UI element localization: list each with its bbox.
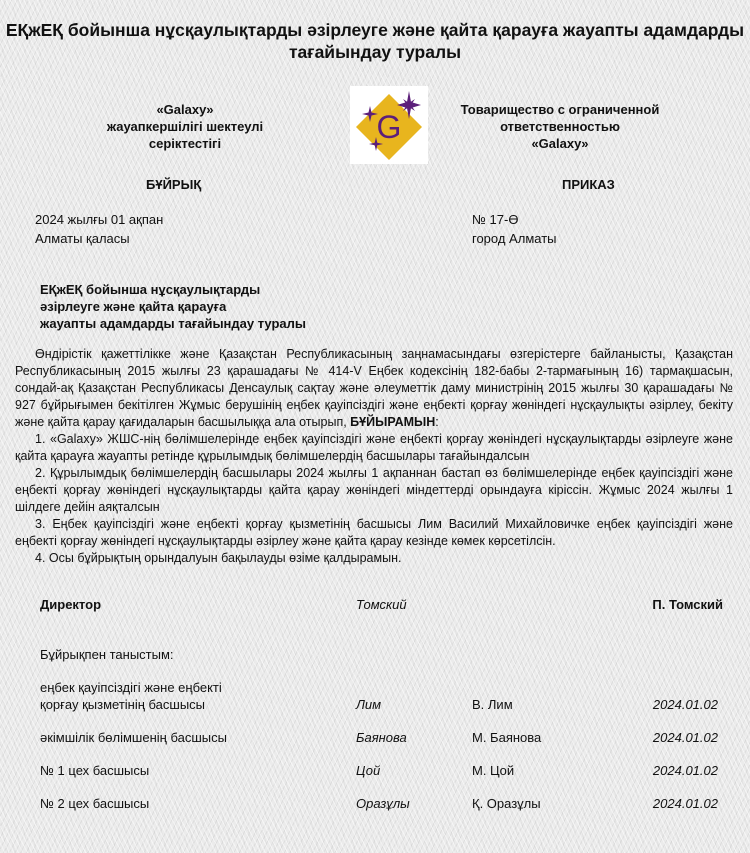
order-word: БҰЙЫРАМЫН	[350, 415, 436, 429]
order-date: 2024 жылғы 01 ақпан	[35, 212, 164, 227]
document-title-line2: тағайындау туралы	[288, 42, 462, 62]
subject-line3: жауапты адамдарды тағайындау туралы	[40, 316, 307, 331]
org-kz-line1: «Galaxy»	[156, 102, 214, 117]
ack-position: № 2 цех басшысы	[40, 796, 150, 811]
subject-line2: әзірлеуге және қайта қарауға	[40, 299, 227, 314]
ack-date: 2024.01.02	[652, 730, 718, 745]
doc-type-kz: БҰЙРЫҚ	[146, 177, 202, 192]
order-city-kz: Алматы қаласы	[35, 231, 130, 246]
ack-position: әкімшілік бөлімшенің басшысы	[40, 730, 227, 745]
ack-position	[40, 679, 222, 713]
order-item-3: 3. Еңбек қауіпсіздігі және еңбекті қорғау қызметінің басшысы Лим Василий Михайловичке еңбек қауіпсіздігі және еңбекті қорғау жөніндегі нұсқаулықтарды әзірлеу және қайта қарау кезінде көмек көрсетілсін.	[15, 517, 733, 548]
ack-date: 2024.01.02	[652, 697, 718, 712]
ack-position-line1: еңбек қауіпсіздігі және еңбекті	[40, 680, 222, 695]
galaxy-logo-icon	[350, 86, 428, 164]
ack-row	[0, 679, 750, 715]
ack-signature: Цой	[356, 763, 381, 778]
organization-name-ru	[460, 101, 660, 152]
preamble-text: Өндірістік қажеттілікке және Қазақстан Республикасының заңнамасындағы өзгерістерге байланысты, Қазақстан Республикасының 2015 жылғы 23 қарашадағы № 414-V Еңбек кодексінің 182-бабы 2-тармағының 16) тармақшасын, сондай-ақ Қазақстан Республикасы Денсаулық сақтау және әлеуметтік даму министрінің 2015 жылғы 30 қарашадағы № 927 бұйрығымен бекітілген Жұмыс берушінің еңбек қауіпсіздігі және еңбекті қорғау жөніндегі нұсқаулықты әзірлеу, бекіту және қайта қарау қағидаларын басшылыққа ала отырып,	[15, 347, 733, 429]
org-kz-line3: серіктестігі	[148, 136, 222, 151]
preamble-paragraph	[15, 346, 733, 431]
ack-row	[0, 729, 750, 747]
order-city-ru: город Алматы	[472, 231, 557, 246]
ack-date: 2024.01.02	[652, 796, 718, 811]
director-name: П. Томский	[652, 597, 723, 612]
ack-signature: Баянова	[356, 730, 407, 745]
ack-row	[0, 762, 750, 780]
ack-position-line2: қорғау қызметінің басшысы	[40, 697, 206, 712]
ack-position: № 1 цех басшысы	[40, 763, 150, 778]
ack-date: 2024.01.02	[652, 763, 718, 778]
order-item-4: 4. Осы бұйрықтың орындалуын бақылауды өзіме қалдырамын.	[35, 551, 402, 565]
order-meta-ru	[472, 210, 557, 248]
order-colon: :	[435, 415, 439, 429]
director-signature: Томский	[356, 597, 407, 612]
organization-name-kz	[85, 101, 285, 152]
org-ru-line3: «Galaxy»	[531, 136, 589, 151]
subject-line1: ЕҚжЕҚ бойынша нұсқаулықтарды	[40, 282, 261, 297]
ack-name: В. Лим	[472, 697, 513, 712]
order-item-1: 1. «Galaxy» ЖШС-нің бөлімшелерінде еңбек қауіпсіздігі және еңбекті қорғау жөніндегі нұсқаулықтарды әзірлеуге және қайта қарауға жауапты ретінде құрылымдық бөлімшелердің басшылары тағайындалсын	[15, 432, 733, 463]
ack-name: М. Цой	[472, 763, 515, 778]
org-ru-line2: ответственностью	[500, 119, 620, 134]
org-kz-line2: жауапкершілігі шектеулі	[106, 119, 264, 134]
ack-name: Қ. Оразұлы	[472, 796, 541, 811]
ack-name: М. Баянова	[472, 730, 542, 745]
order-meta-kz	[35, 210, 163, 248]
doc-type-ru: ПРИКАЗ	[562, 177, 615, 192]
acknowledgement-label: Бұйрықпен таныстым:	[40, 647, 174, 662]
ack-row	[0, 795, 750, 813]
ack-signature: Лим	[356, 697, 382, 712]
org-ru-line1: Товарищество с ограниченной	[460, 102, 660, 117]
galaxy-diamond-logo-icon	[350, 86, 428, 164]
document-title	[0, 19, 750, 63]
ack-signature: Оразұлы	[356, 796, 410, 811]
document-title-line1: ЕҚжЕҚ бойынша нұсқаулықтарды әзірлеуге және қайта қарауға жауапты адамдарды	[5, 20, 745, 40]
order-subject	[40, 281, 360, 332]
order-item-2: 2. Құрылымдық бөлімшелердің басшылары 2024 жылғы 1 ақпаннан бастап өз бөлімшелерінде еңбек қауіпсіздігі және еңбекті қорғау жөніндегі нұсқаулықтарды қайта қарау жөніндегі міндеттерді орындауға кіріссін. Жұмыс 2024 жылғы 1 шілдеге дейін аяқталсын	[15, 466, 733, 514]
order-body	[15, 346, 733, 567]
svg-text:G: G	[376, 109, 402, 145]
director-position: Директор	[40, 597, 102, 612]
order-number: № 17-Ө	[472, 212, 519, 227]
